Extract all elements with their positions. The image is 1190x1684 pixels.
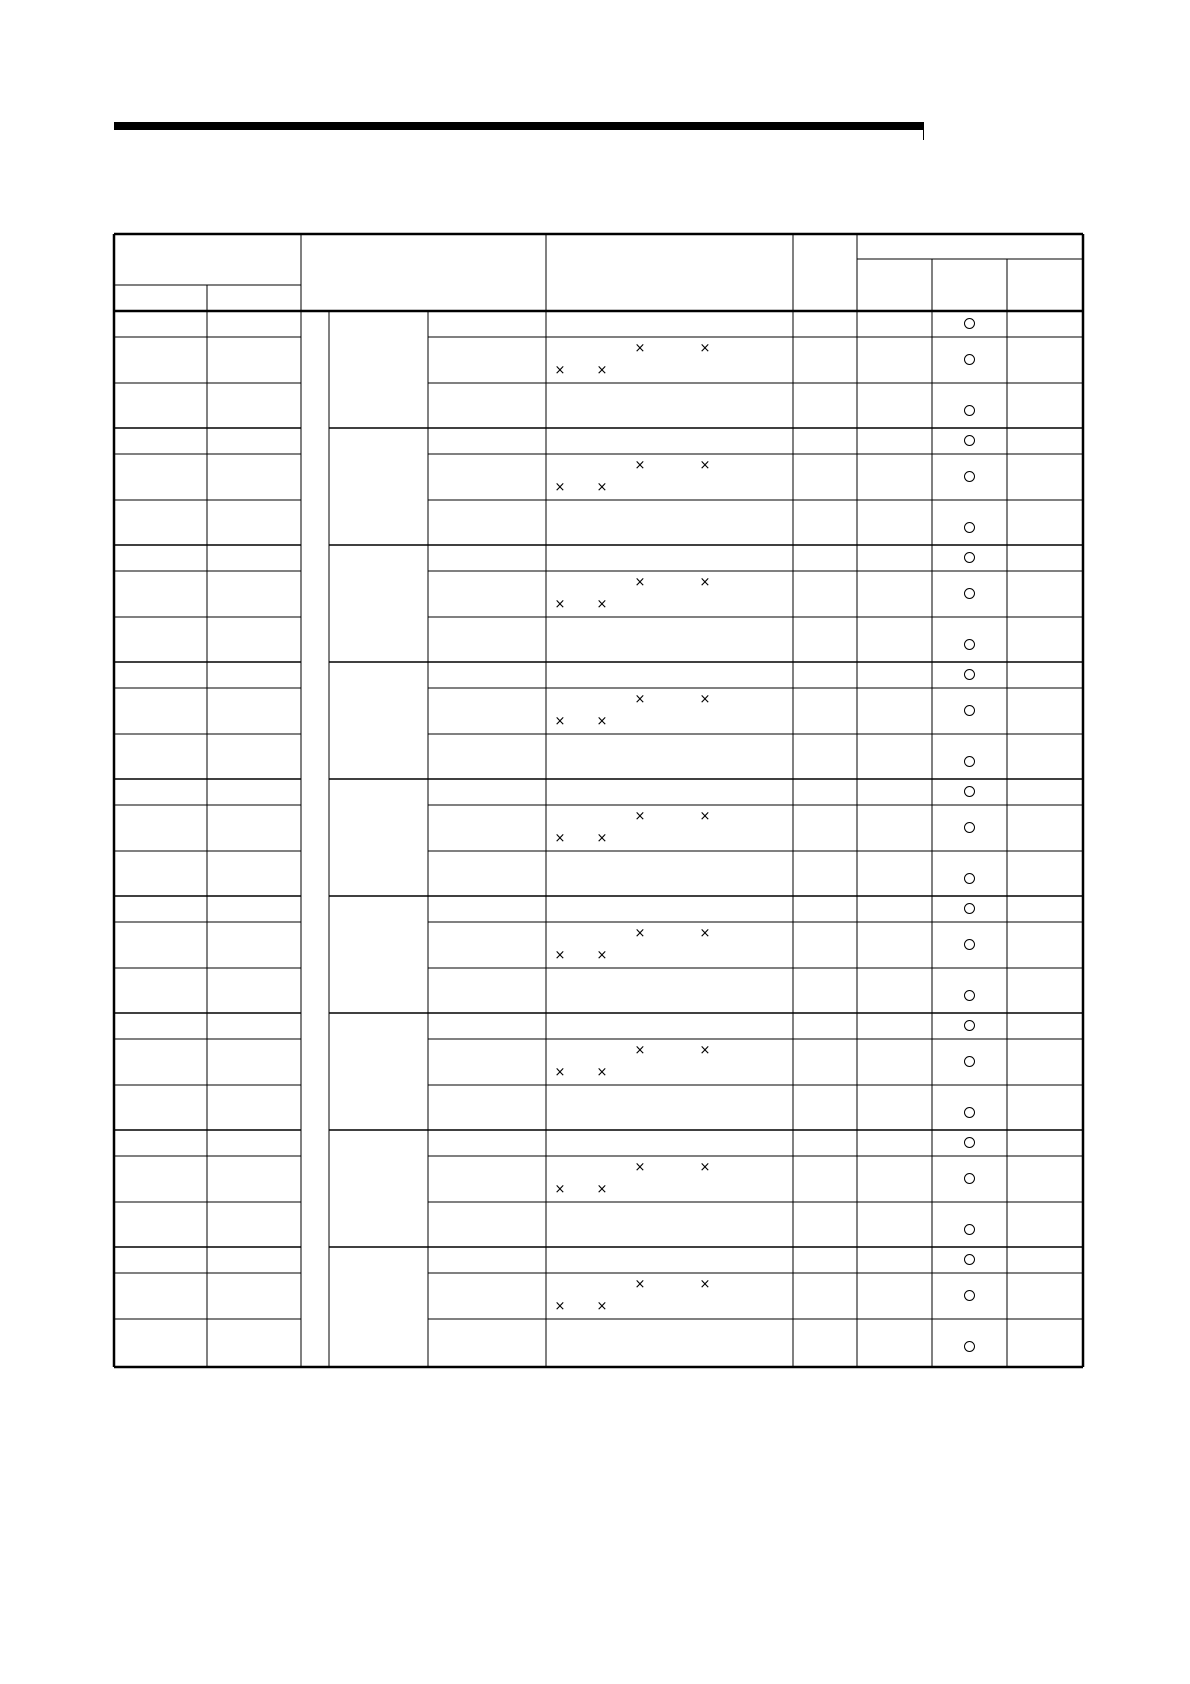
- support-circle-icon: [964, 639, 975, 650]
- support-circle-icon: [964, 1056, 975, 1067]
- times-mark: ×: [699, 1160, 711, 1175]
- times-mark: ×: [554, 597, 566, 612]
- support-circle-icon: [964, 471, 975, 482]
- times-mark: ×: [554, 714, 566, 729]
- times-mark: ×: [596, 1299, 608, 1314]
- support-circle-icon: [964, 522, 975, 533]
- times-mark: ×: [634, 692, 646, 707]
- times-mark: ×: [634, 1277, 646, 1292]
- support-circle-icon: [964, 939, 975, 950]
- times-mark: ×: [699, 692, 711, 707]
- support-circle-icon: [964, 1107, 975, 1118]
- times-mark: ×: [699, 1043, 711, 1058]
- support-circle-icon: [964, 1173, 975, 1184]
- times-mark: ×: [634, 1043, 646, 1058]
- times-mark: ×: [699, 341, 711, 356]
- support-circle-icon: [964, 405, 975, 416]
- times-mark: ×: [596, 1065, 608, 1080]
- support-circle-icon: [964, 1137, 975, 1148]
- times-mark: ×: [596, 948, 608, 963]
- times-mark: ×: [634, 341, 646, 356]
- times-mark: ×: [699, 926, 711, 941]
- times-mark: ×: [699, 458, 711, 473]
- times-mark: ×: [634, 926, 646, 941]
- times-mark: ×: [596, 363, 608, 378]
- times-mark: ×: [554, 480, 566, 495]
- times-mark: ×: [699, 1277, 711, 1292]
- times-mark: ×: [634, 458, 646, 473]
- times-mark: ×: [554, 948, 566, 963]
- times-mark: ×: [596, 597, 608, 612]
- times-mark: ×: [596, 480, 608, 495]
- times-mark: ×: [699, 809, 711, 824]
- support-circle-icon: [964, 354, 975, 365]
- support-circle-icon: [964, 1224, 975, 1235]
- support-circle-icon: [964, 990, 975, 1001]
- times-mark: ×: [634, 575, 646, 590]
- support-circle-icon: [964, 552, 975, 563]
- times-mark: ×: [699, 575, 711, 590]
- support-circle-icon: [964, 822, 975, 833]
- support-circle-icon: [964, 588, 975, 599]
- support-circle-icon: [964, 1254, 975, 1265]
- support-circle-icon: [964, 756, 975, 767]
- times-mark: ×: [554, 1182, 566, 1197]
- support-circle-icon: [964, 786, 975, 797]
- support-circle-icon: [964, 435, 975, 446]
- times-mark: ×: [634, 809, 646, 824]
- support-circle-icon: [964, 705, 975, 716]
- times-mark: ×: [596, 1182, 608, 1197]
- times-mark: ×: [596, 714, 608, 729]
- support-circle-icon: [964, 903, 975, 914]
- times-mark: ×: [596, 831, 608, 846]
- support-circle-icon: [964, 1020, 975, 1031]
- support-circle-icon: [964, 1290, 975, 1301]
- times-mark: ×: [554, 831, 566, 846]
- times-mark: ×: [554, 363, 566, 378]
- times-mark: ×: [554, 1299, 566, 1314]
- support-circle-icon: [964, 318, 975, 329]
- times-mark: ×: [634, 1160, 646, 1175]
- times-mark: ×: [554, 1065, 566, 1080]
- support-circle-icon: [964, 873, 975, 884]
- support-circle-icon: [964, 1341, 975, 1352]
- support-circle-icon: [964, 669, 975, 680]
